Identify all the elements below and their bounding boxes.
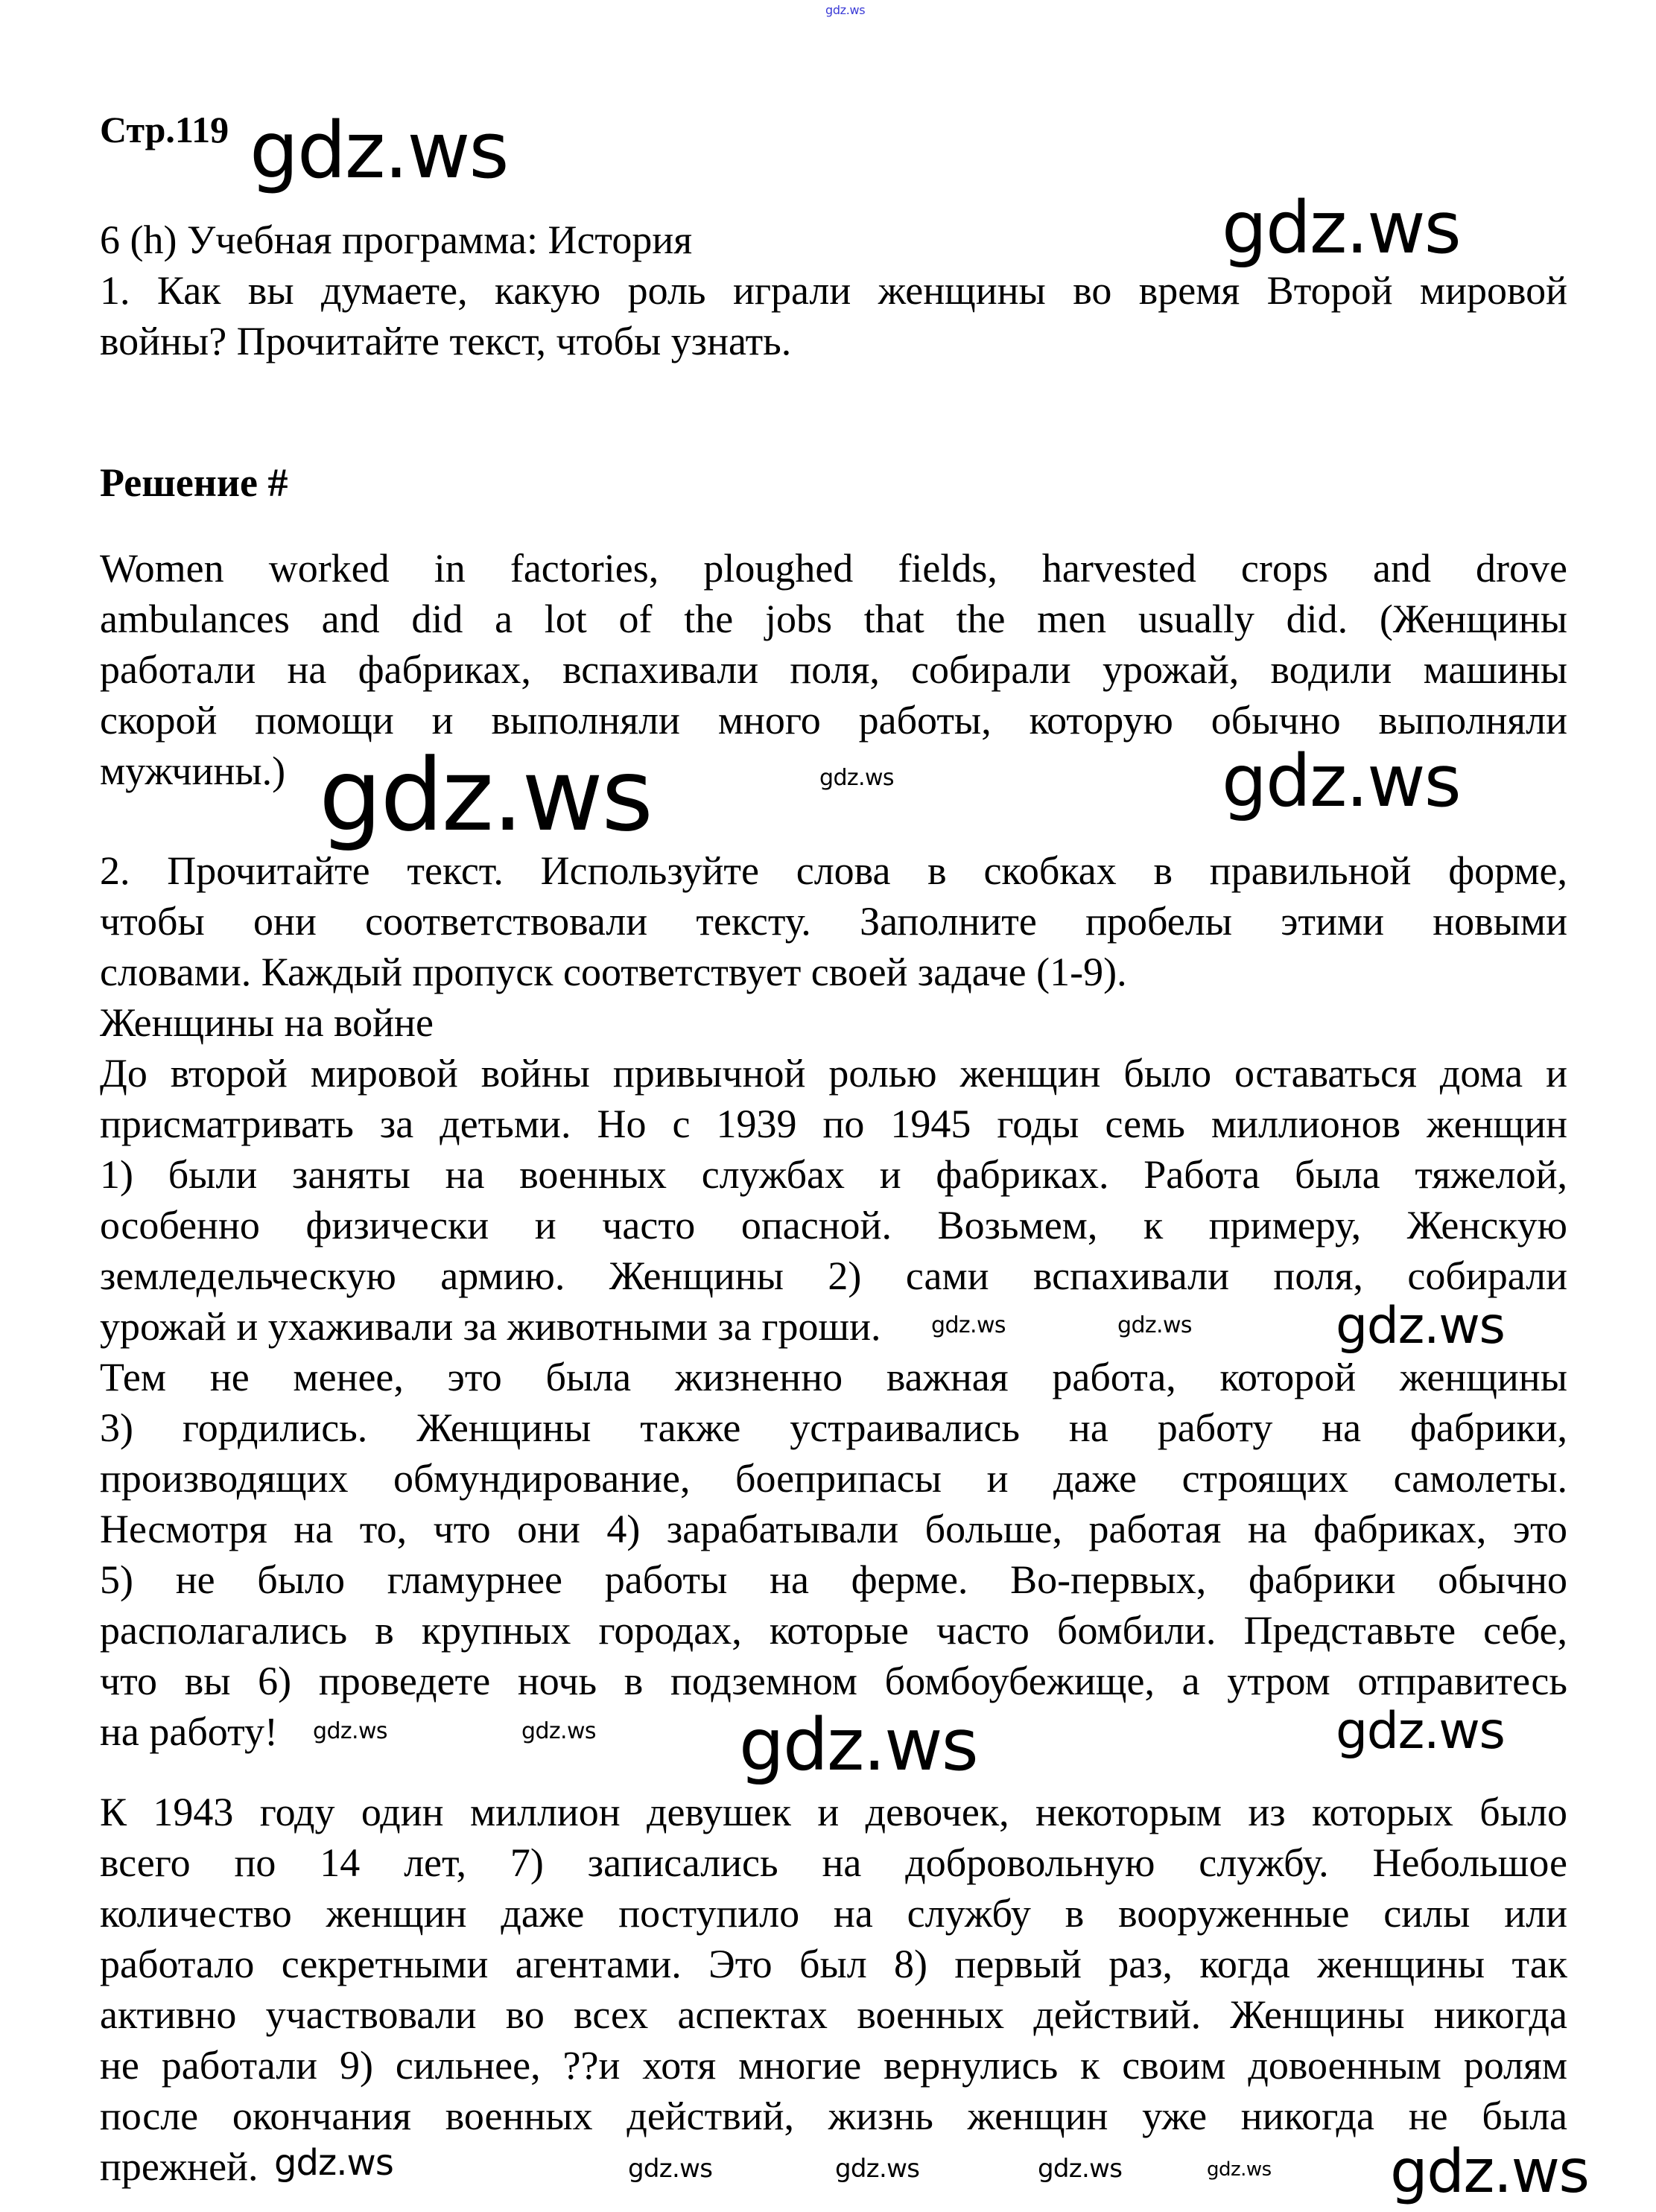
text-line: работали на фабриках, вспахивали поля, собирали урожай, водили машины bbox=[100, 647, 1567, 692]
watermark: gdz.ws bbox=[628, 2154, 713, 2184]
watermark: gdz.ws bbox=[739, 1703, 977, 1787]
watermark: gdz.ws bbox=[313, 1718, 387, 1744]
text-line: земледельческую армию. Женщины 2) сами вспахивали поля, собирали bbox=[100, 1253, 1567, 1298]
watermark: gdz.ws bbox=[274, 2142, 393, 2184]
text-line: присматривать за детьми. Но с 1939 по 1945 годы семь миллионов женщин bbox=[100, 1102, 1567, 1146]
page-number: Стр.119 bbox=[100, 109, 229, 150]
text-line: особенно физически и часто опасной. Возьмем, к примеру, Женскую bbox=[100, 1203, 1567, 1248]
text-line: К 1943 году один миллион девушек и девочек, некоторым из которых было bbox=[100, 1790, 1567, 1834]
watermark: gdz.ws bbox=[1336, 1702, 1505, 1761]
text-line: количество женщин даже поступило на службу в вооруженные силы или bbox=[100, 1891, 1567, 1936]
text-line: не работали 9) сильнее, ??и хотя многие вернулись к своим довоенным ролям bbox=[100, 2043, 1567, 2088]
text-line: 2. Прочитайте текст. Используйте слова в скобках в правильной форме, bbox=[100, 848, 1567, 893]
watermark: gdz.ws bbox=[1117, 1312, 1192, 1338]
text-line: активно участвовали во всех аспектах военных действий. Женщины никогда bbox=[100, 1992, 1567, 2037]
watermark: gdz.ws bbox=[250, 105, 508, 196]
text-line: Несмотря на то, что они 4) зарабатывали больше, работая на фабриках, это bbox=[100, 1507, 1567, 1551]
text-line: после окончания военных действий, жизнь женщин уже никогда не была bbox=[100, 2094, 1567, 2138]
watermark: gdz.ws bbox=[1222, 186, 1460, 270]
watermark: gdz.ws bbox=[1390, 2137, 1589, 2206]
text-line: До второй мировой войны привычной ролью женщин было оставаться дома и bbox=[100, 1051, 1567, 1096]
text-line: 6 (h) Учебная программа: История bbox=[100, 217, 693, 262]
watermark: gdz.ws bbox=[1038, 2154, 1123, 2184]
text-line: 1) были заняты на военных службах и фабриках. Работа была тяжелой, bbox=[100, 1152, 1567, 1197]
text-line: располагались в крупных городах, которые часто бомбили. Представьте себе, bbox=[100, 1608, 1567, 1653]
watermark: gdz.ws bbox=[1222, 740, 1460, 823]
text-line: всего по 14 лет, 7) записались на добровольную службу. Небольшое bbox=[100, 1840, 1567, 1885]
watermark: gdz.ws bbox=[835, 2154, 920, 2184]
text-line: что вы 6) проведете ночь в подземном бомбоубежище, а утром отправитесь bbox=[100, 1659, 1567, 1703]
watermark: gdz.ws bbox=[319, 737, 652, 854]
watermark: gdz.ws bbox=[819, 765, 894, 791]
text-line: Женщины на войне bbox=[100, 1000, 434, 1045]
text-line: словами. Каждый пропуск соответствует своей задаче (1-9). bbox=[100, 950, 1127, 994]
text-line: 5) не было гламурнее работы на ферме. Во-первых, фабрики обычно bbox=[100, 1557, 1567, 1602]
text-line: ambulances and did a lot of the jobs that the men usually did. (Женщины bbox=[100, 597, 1567, 641]
solution-heading: Решение # bbox=[100, 460, 288, 505]
text-line: скорой помощи и выполняли много работы, которую обычно выполняли bbox=[100, 698, 1567, 743]
watermark-top: gdz.ws bbox=[825, 3, 866, 17]
text-line: Тем не менее, это была жизненно важная работа, которой женщины bbox=[100, 1355, 1567, 1399]
text-line: чтобы они соответствовали тексту. Заполните пробелы этими новыми bbox=[100, 899, 1567, 944]
text-line: работало секретными агентами. Это был 8) первый раз, когда женщины так bbox=[100, 1942, 1567, 1986]
watermark: gdz.ws bbox=[1336, 1297, 1505, 1356]
text-line: прежней. bbox=[100, 2144, 258, 2189]
text-line: 1. Как вы думаете, какую роль играли женщины во время Второй мировой bbox=[100, 268, 1567, 313]
text-line: Women worked in factories, ploughed fields, harvested crops and drove bbox=[100, 546, 1567, 591]
text-line: на работу! bbox=[100, 1709, 278, 1754]
text-line: войны? Прочитайте текст, чтобы узнать. bbox=[100, 319, 792, 363]
text-line: производящих обмундирование, боеприпасы и даже строящих самолеты. bbox=[100, 1456, 1567, 1501]
watermark: gdz.ws bbox=[1207, 2158, 1272, 2181]
text-line: мужчины.) bbox=[100, 749, 286, 793]
text-line: урожай и ухаживали за животными за гроши. bbox=[100, 1304, 881, 1349]
text-line: 3) гордились. Женщины также устраивались на работу на фабрики, bbox=[100, 1405, 1567, 1450]
watermark: gdz.ws bbox=[931, 1312, 1006, 1338]
task-2 bbox=[100, 845, 1567, 2192]
watermark: gdz.ws bbox=[521, 1718, 596, 1744]
